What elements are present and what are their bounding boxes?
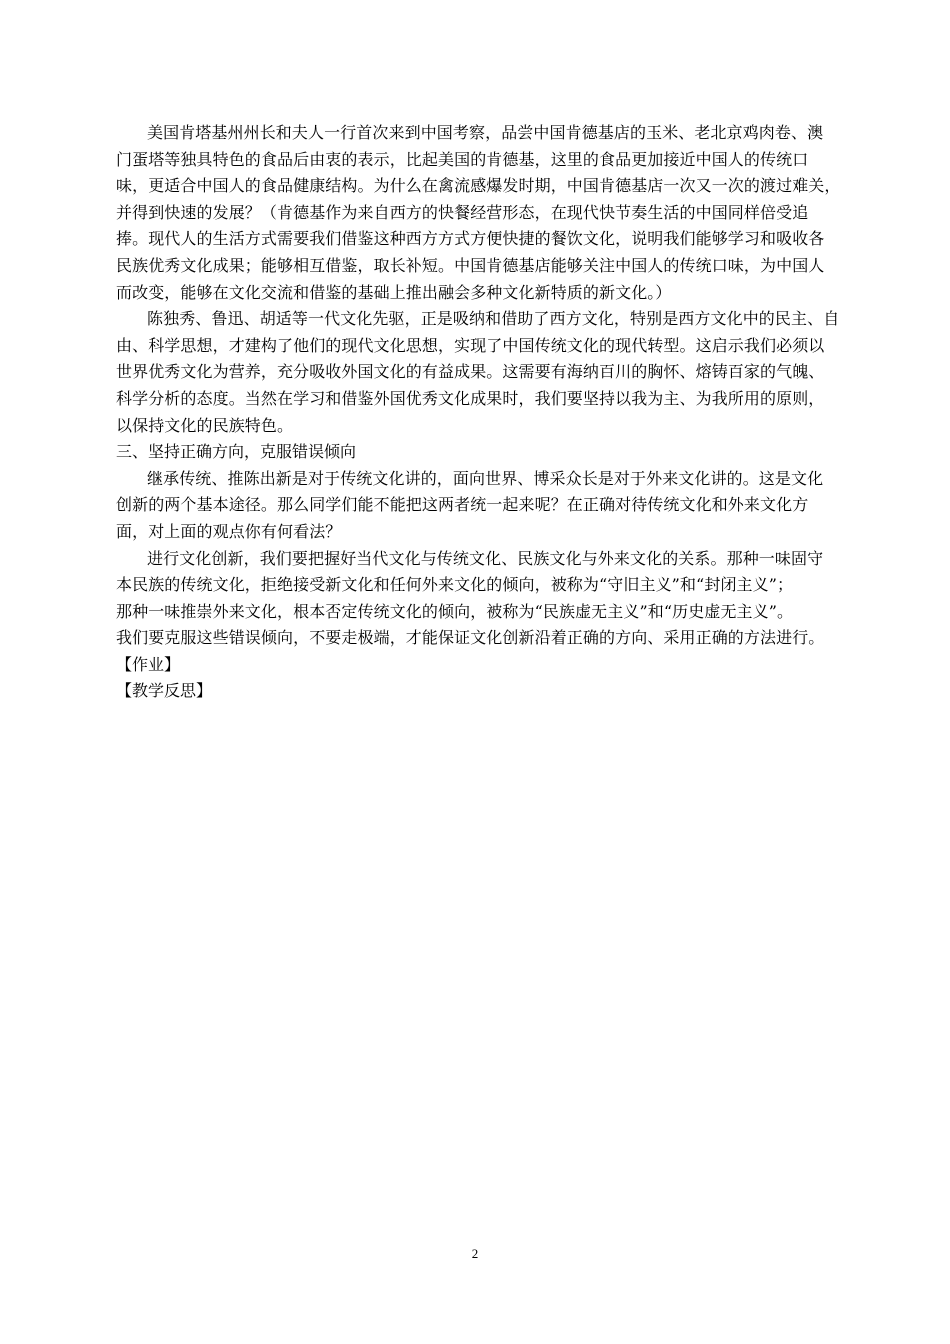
paragraph-line: 科学分析的态度。当然在学习和借鉴外国优秀文化成果时，我们要坚持以我为主、为我所用的原则， — [116, 388, 825, 408]
paragraph-line: 并得到快速的发展？（肯德基作为来自西方的快餐经营形态，在现代快节奏生活的中国同样倍受追 — [116, 202, 809, 222]
paragraph-line: 以保持文化的民族特色。 — [116, 415, 294, 435]
paragraph-line: 创新的两个基本途径。那么同学们能不能把这两者统一起来呢？在正确对待传统文化和外来文化方 — [116, 495, 809, 515]
paragraph-line: 我们要克服这些错误倾向，不要走极端，才能保证文化创新沿着正确的方向、采用正确的方法进行。 — [116, 628, 825, 648]
paragraph-line: 美国肯塔基州州长和夫人一行首次来到中国考察，品尝中国肯德基店的玉米、老北京鸡肉卷、澳 — [147, 123, 824, 142]
paragraph-line: 本民族的传统文化，拒绝接受新文化和任何外来文化的倾向，被称为“守旧主义”和“封闭主义”； — [116, 575, 794, 595]
paragraph-kfc — [116, 120, 842, 306]
homework-label: 【作业】 — [116, 654, 181, 674]
paragraph-innovation — [116, 546, 842, 652]
paragraph-line: 而改变，能够在文化交流和借鉴的基础上推出融会多种文化新特质的新文化。） — [116, 282, 672, 302]
paragraph-line: 陈独秀、鲁迅、胡适等一代文化先驱，正是吸纳和借助了西方文化，特别是西方文化中的民主、自 — [147, 309, 840, 329]
paragraph-line: 民族优秀文化成果；能够相互借鉴，取长补短。中国肯德基店能够关注中国人的传统口味，为中国人 — [116, 255, 825, 275]
section-heading: 三、坚持正确方向，克服错误倾向 — [116, 442, 357, 462]
paragraph-line: 味，更适合中国人的食品健康结构。为什么在禽流感爆发时期，中国肯德基店一次又一次的渡过难关， — [116, 176, 841, 196]
document-page — [116, 120, 842, 705]
paragraph-line: 由、科学思想，才建构了他们的现代文化思想，实现了中国传统文化的现代转型。这启示我们必须以 — [116, 335, 825, 355]
paragraph-line: 面，对上面的观点你有何看法？ — [116, 521, 342, 541]
paragraph-pioneers — [116, 306, 842, 439]
paragraph-inheritance — [116, 466, 842, 546]
page-number: 2 — [471, 1246, 479, 1261]
paragraph-line: 捧。现代人的生活方式需要我们借鉴这种西方方式方便快捷的餐饮文化，说明我们能够学习和吸收各 — [116, 229, 825, 249]
reflection-label: 【教学反思】 — [116, 681, 213, 701]
paragraph-line: 门蛋塔等独具特色的食品后由衷的表示，比起美国的肯德基，这里的食品更加接近中国人的传统口 — [116, 149, 809, 169]
paragraph-line: 那种一味推崇外来文化，根本否定传统文化的倾向，被称为“民族虚无主义”和“历史虚无主义”。 — [116, 601, 794, 621]
paragraph-line: 世界优秀文化为营养，充分吸收外国文化的有益成果。这需要有海纳百川的胸怀、熔铸百家的气魄、 — [116, 362, 825, 382]
paragraph-line: 继承传统、推陈出新是对于传统文化讲的，面向世界、博采众长是对于外来文化讲的。这是文化 — [147, 468, 824, 488]
paragraph-line: 进行文化创新，我们要把握好当代文化与传统文化、民族文化与外来文化的关系。那种一味固守 — [147, 548, 824, 568]
